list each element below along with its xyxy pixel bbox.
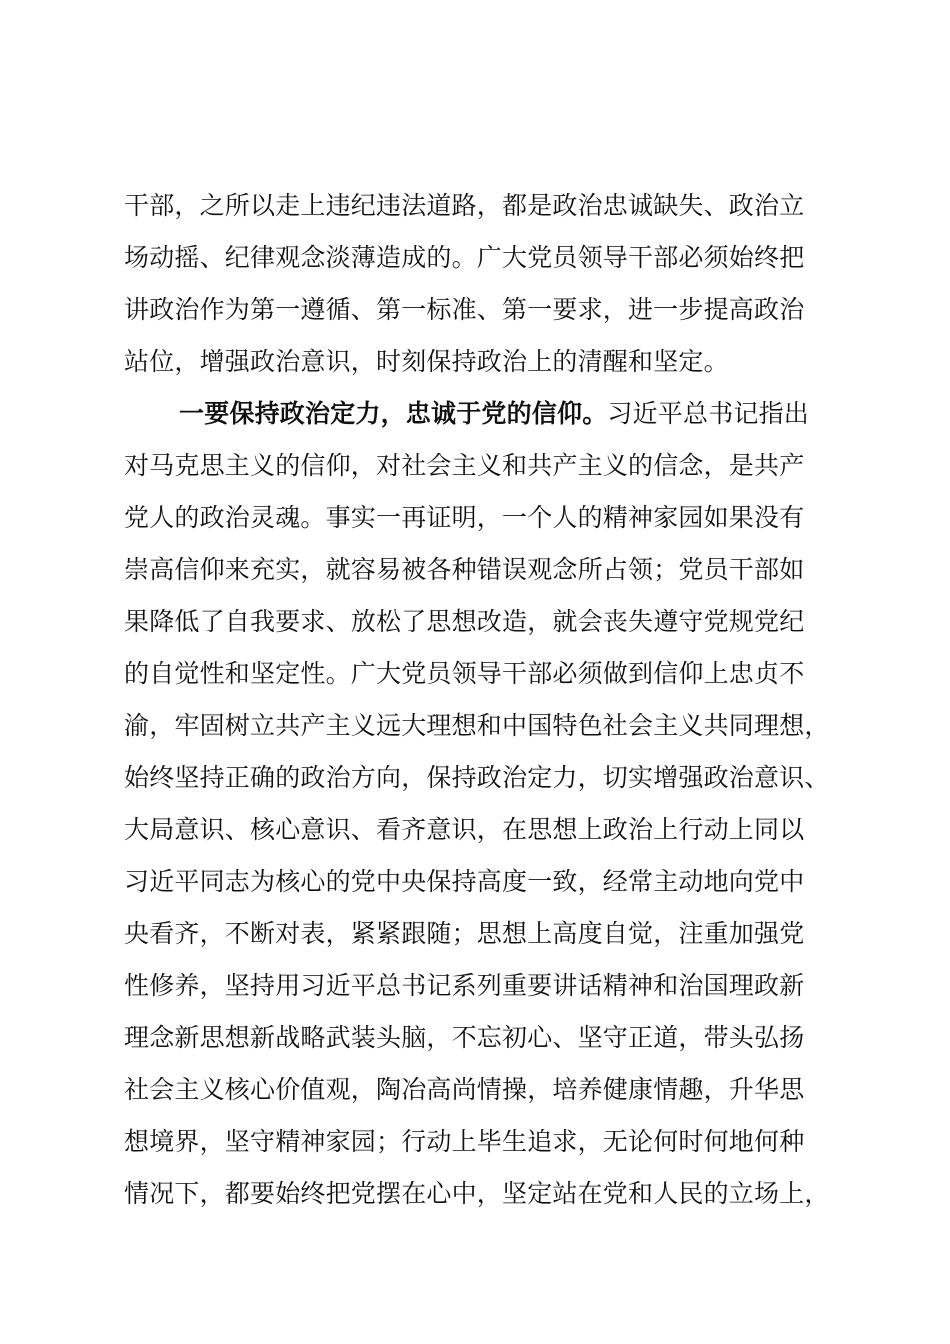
text-line: 场动摇、纪律观念淡薄造成的。广大党员领导干部必须始终把 — [124, 243, 805, 272]
text-line: 对马克思主义的信仰，对社会主义和共产主义的信念，是共产 — [124, 451, 805, 480]
text-line: 习近平同志为核心的党中央保持高度一致，经常主动地向党中 — [124, 867, 805, 896]
text-line: 渝，牢固树立共产主义远大理想和中国特色社会主义共同理想， — [124, 711, 830, 740]
text-line: 情况下，都要始终把党摆在心中，坚定站在党和人民的立场上， — [124, 1179, 830, 1208]
text-line: 讲政治作为第一遵循、第一标准、第一要求，进一步提高政治 — [124, 295, 805, 324]
text-line: 果降低了自我要求、放松了思想改造，就会丧失遵守党规党纪 — [124, 607, 805, 636]
text-line: 央看齐，不断对表，紧紧跟随；思想上高度自觉，注重加强党 — [124, 919, 805, 948]
paragraph-1 — [124, 180, 834, 388]
text-line: 站位，增强政治意识，时刻保持政治上的清醒和坚定。 — [124, 347, 729, 376]
text-line: 崇高信仰来充实，就容易被各种错误观念所占领；党员干部如 — [124, 555, 805, 584]
text-line: 党人的政治灵魂。事实一再证明，一个人的精神家园如果没有 — [124, 503, 805, 532]
text-line: 大局意识、核心意识、看齐意识，在思想上政治上行动上同以 — [124, 815, 805, 844]
text-line: 理念新思想新战略武装头脑，不忘初心、坚守正道，带头弘扬 — [124, 1023, 805, 1052]
text-line: 干部，之所以走上违纪违法道路，都是政治忠诚缺失、政治立 — [124, 191, 805, 220]
text-line: 社会主义核心价值观，陶冶高尚情操，培养健康情趣，升华思 — [124, 1075, 805, 1104]
text-line: 想境界，坚守精神家园；行动上毕生追求，无论何时何地何种 — [124, 1127, 805, 1156]
text-line: 始终坚持正确的政治方向，保持政治定力，切实增强政治意识、 — [124, 763, 830, 792]
text-line: 性修养，坚持用习近平总书记系列重要讲话精神和治国理政新 — [124, 971, 805, 1000]
section-heading: 一要保持政治定力，忠诚于党的信仰。 — [179, 399, 608, 428]
paragraph-2-first-line — [124, 388, 834, 440]
body-text — [124, 180, 834, 1220]
text-run: 习近平总书记指出 — [607, 399, 810, 428]
paragraph-2 — [124, 388, 834, 1220]
text-line: 的自觉性和坚定性。广大党员领导干部必须做到信仰上忠贞不 — [124, 659, 805, 688]
